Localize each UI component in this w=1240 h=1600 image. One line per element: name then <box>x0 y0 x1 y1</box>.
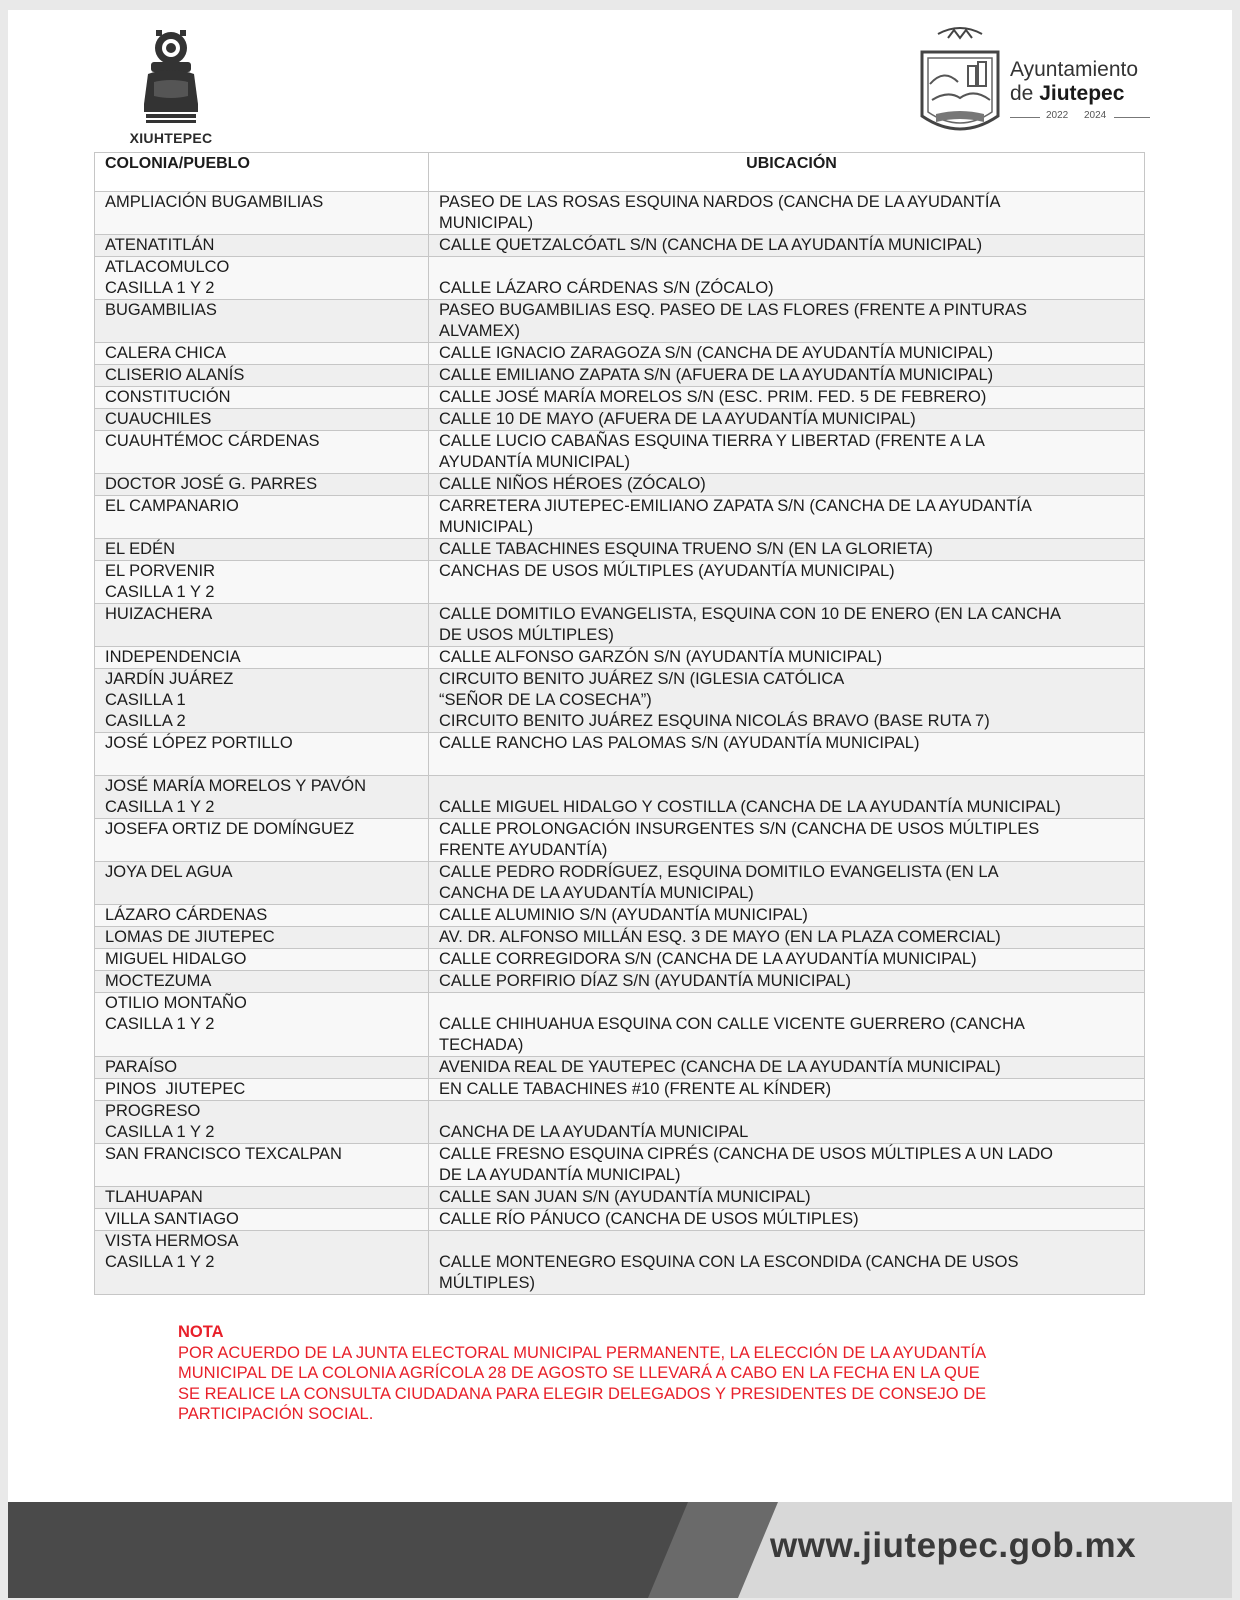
colonia-line <box>105 754 428 775</box>
colonia-line <box>105 1273 428 1294</box>
ubicacion-line: CALLE SAN JUAN S/N (AYUDANTÍA MUNICIPAL) <box>439 1188 811 1206</box>
ubicacion-cell <box>429 1079 1145 1101</box>
xiuhtepec-figure-icon <box>116 26 226 130</box>
table-row <box>95 192 1145 235</box>
ubicacion-cell <box>429 257 1145 300</box>
table-row <box>95 1187 1145 1209</box>
ubicacion-line: CALLE CORREGIDORA S/N (CANCHA DE LA AYUDANTÍA MUNICIPAL) <box>439 950 977 968</box>
colonia-cell <box>95 365 429 387</box>
ubicacion-cell <box>429 862 1145 905</box>
ubicacion-line: CIRCUITO BENITO JUÁREZ ESQUINA NICOLÁS BRAVO (BASE RUTA 7) <box>439 712 990 730</box>
ubicacion-line: CALLE MONTENEGRO ESQUINA CON LA ESCONDIDA (CANCHA DE USOS <box>439 1253 1019 1271</box>
table-row <box>95 1079 1145 1101</box>
ubicacion-line <box>439 1231 1144 1252</box>
ubicacion-cell <box>429 669 1145 733</box>
ubicacion-line: CALLE PEDRO RODRÍGUEZ, ESQUINA DOMITILO EVANGELISTA (EN LA <box>439 863 999 881</box>
ubicacion-line: MÚLTIPLES) <box>439 1274 535 1292</box>
ubicacion-cell <box>429 235 1145 257</box>
note-line: POR ACUERDO DE LA JUNTA ELECTORAL MUNICIPAL PERMANENTE, LA ELECCIÓN DE LA AYUDANTÍA <box>178 1343 987 1362</box>
year-end: 2024 <box>1084 110 1107 121</box>
table-row <box>95 905 1145 927</box>
table-row <box>95 235 1145 257</box>
table-row <box>95 1101 1145 1144</box>
years-rule-left <box>1010 117 1040 118</box>
table-row <box>95 993 1145 1057</box>
colonia-line: HUIZACHERA <box>105 605 213 623</box>
table-row <box>95 776 1145 819</box>
ubicacion-line <box>439 257 1144 278</box>
ubicacion-cell <box>429 1101 1145 1144</box>
ubicacion-cell <box>429 993 1145 1057</box>
table-row <box>95 257 1145 300</box>
colonia-line: CASILLA 1 Y 2 <box>105 583 215 601</box>
table-row <box>95 1144 1145 1187</box>
ubicacion-line <box>439 582 1144 603</box>
ubicacion-line: CALLE RÍO PÁNUCO (CANCHA DE USOS MÚLTIPLES) <box>439 1210 859 1228</box>
colonia-line: CUAUCHILES <box>105 410 212 428</box>
colonia-cell <box>95 387 429 409</box>
document-page <box>8 10 1232 1598</box>
ubicacion-line: EN CALLE TABACHINES #10 (FRENTE AL KÍNDER) <box>439 1080 832 1098</box>
table-row <box>95 862 1145 905</box>
table-row <box>95 561 1145 604</box>
ubicacion-line: AVENIDA REAL DE YAUTEPEC (CANCHA DE LA AYUDANTÍA MUNICIPAL) <box>439 1058 1001 1076</box>
colonia-cell <box>95 993 429 1057</box>
colonia-line: PARAÍSO <box>105 1058 178 1076</box>
colonia-line: CALERA CHICA <box>105 344 227 362</box>
ubicacion-line: CALLE PROLONGACIÓN INSURGENTES S/N (CANCHA DE USOS MÚLTIPLES <box>439 820 1040 838</box>
table-row <box>95 409 1145 431</box>
ubicacion-cell <box>429 409 1145 431</box>
colonia-line: EL CAMPANARIO <box>105 497 239 515</box>
colonia-cell <box>95 971 429 993</box>
colonia-cell <box>95 1187 429 1209</box>
ubicacion-line: AYUDANTÍA MUNICIPAL) <box>439 453 630 471</box>
ubicacion-cell <box>429 927 1145 949</box>
ubicacion-line: CALLE 10 DE MAYO (AFUERA DE LA AYUDANTÍA MUNICIPAL) <box>439 410 916 428</box>
ubicacion-line: CALLE LÁZARO CÁRDENAS S/N (ZÓCALO) <box>439 279 774 297</box>
ubicacion-cell <box>429 949 1145 971</box>
ubicacion-line: AV. DR. ALFONSO MILLÁN ESQ. 3 DE MAYO (EN LA PLAZA COMERCIAL) <box>439 928 1001 946</box>
colonia-line: EL PORVENIR <box>105 562 216 580</box>
ubicacion-line: TECHADA) <box>439 1036 524 1054</box>
ubicacion-line: CALLE IGNACIO ZARAGOZA S/N (CANCHA DE AYUDANTÍA MUNICIPAL) <box>439 344 994 362</box>
table-row <box>95 669 1145 733</box>
colonia-cell <box>95 235 429 257</box>
ubicacion-cell <box>429 431 1145 474</box>
table-row <box>95 365 1145 387</box>
table-row <box>95 431 1145 474</box>
ubicacion-line: MUNICIPAL) <box>439 518 534 536</box>
colonia-line: MOCTEZUMA <box>105 972 212 990</box>
ubicacion-line <box>439 993 1144 1014</box>
colonia-line: CLISERIO ALANÍS <box>105 366 245 384</box>
years-rule-right <box>1114 117 1150 118</box>
colonia-cell <box>95 1079 429 1101</box>
colonia-cell <box>95 647 429 669</box>
table-body <box>95 192 1145 1295</box>
colonia-cell <box>95 1101 429 1144</box>
table-row <box>95 733 1145 776</box>
table-row <box>95 496 1145 539</box>
colonia-cell <box>95 539 429 561</box>
ubicacion-line: CALLE RANCHO LAS PALOMAS S/N (AYUDANTÍA MUNICIPAL) <box>439 734 920 752</box>
ubicacion-cell <box>429 819 1145 862</box>
jiutepec-label <box>1010 82 1124 106</box>
ubicacion-line: PASEO DE LAS ROSAS ESQUINA NARDOS (CANCHA DE LA AYUDANTÍA <box>439 193 1001 211</box>
locations-table <box>94 152 1145 1295</box>
footer-band <box>8 1502 1232 1598</box>
header-ubicacion: UBICACIÓN <box>429 153 1145 192</box>
ubicacion-cell <box>429 1187 1145 1209</box>
colonia-line: CASILLA 1 Y 2 <box>105 279 215 297</box>
colonia-line: LOMAS DE JIUTEPEC <box>105 928 275 946</box>
table-row <box>95 647 1145 669</box>
colonia-line: VILLA SANTIAGO <box>105 1210 239 1228</box>
table-row <box>95 387 1145 409</box>
colonia-cell <box>95 431 429 474</box>
ubicacion-cell <box>429 776 1145 819</box>
ayuntamiento-logo <box>918 24 1168 154</box>
ubicacion-cell <box>429 1057 1145 1079</box>
colonia-line: CASILLA 1 Y 2 <box>105 1253 215 1271</box>
colonia-line: JARDÍN JUÁREZ <box>105 670 234 688</box>
colonia-line <box>105 321 428 342</box>
ubicacion-cell <box>429 496 1145 539</box>
colonia-line: LÁZARO CÁRDENAS <box>105 906 268 924</box>
ubicacion-line: CIRCUITO BENITO JUÁREZ S/N (IGLESIA CATÓLICA <box>439 670 845 688</box>
ubicacion-line: CALLE PORFIRIO DÍAZ S/N (AYUDANTÍA MUNICIPAL) <box>439 972 851 990</box>
ubicacion-line: CALLE QUETZALCÓATL S/N (CANCHA DE LA AYUDANTÍA MUNICIPAL) <box>439 236 983 254</box>
ubicacion-line: CALLE NIÑOS HÉROES (ZÓCALO) <box>439 475 706 493</box>
table-row <box>95 474 1145 496</box>
xiuhtepec-logo <box>116 26 226 148</box>
colonia-cell <box>95 257 429 300</box>
jiutepec-label-bold: Jiutepec <box>1039 82 1125 105</box>
table-row <box>95 1231 1145 1295</box>
colonia-line: JOYA DEL AGUA <box>105 863 233 881</box>
colonia-line <box>105 517 428 538</box>
ubicacion-line <box>439 776 1144 797</box>
note-line: PARTICIPACIÓN SOCIAL. <box>178 1405 374 1423</box>
colonia-line: DOCTOR JOSÉ G. PARRES <box>105 475 318 493</box>
ubicacion-cell <box>429 1144 1145 1187</box>
ubicacion-line: MUNICIPAL) <box>439 214 534 232</box>
ubicacion-cell <box>429 971 1145 993</box>
colonia-line: ATENATITLÁN <box>105 236 215 254</box>
ubicacion-line: CALLE TABACHINES ESQUINA TRUENO S/N (EN LA GLORIETA) <box>439 540 933 558</box>
ubicacion-line: CALLE ALUMINIO S/N (AYUDANTÍA MUNICIPAL) <box>439 906 808 924</box>
xiuhtepec-logo-text: XIUHTEPEC <box>129 130 213 146</box>
colonia-line: CUAUHTÉMOC CÁRDENAS <box>105 432 320 450</box>
ubicacion-cell <box>429 192 1145 235</box>
ubicacion-line: CALLE MIGUEL HIDALGO Y COSTILLA (CANCHA DE LA AYUDANTÍA MUNICIPAL) <box>439 798 1061 816</box>
ubicacion-line: CARRETERA JIUTEPEC-EMILIANO ZAPATA S/N (CANCHA DE LA AYUDANTÍA <box>439 497 1032 515</box>
note-line: MUNICIPAL DE LA COLONIA AGRÍCOLA 28 DE AGOSTO SE LLEVARÁ A CABO EN LA FECHA EN LA QUE <box>178 1364 980 1382</box>
colonia-line: CASILLA 2 <box>105 712 186 730</box>
colonia-line: JOSEFA ORTIZ DE DOMÍNGUEZ <box>105 820 355 838</box>
ubicacion-line <box>439 1101 1144 1122</box>
ubicacion-line <box>439 754 1144 775</box>
colonia-cell <box>95 905 429 927</box>
note-title: NOTA <box>178 1323 224 1341</box>
colonia-cell <box>95 300 429 343</box>
ubicacion-cell <box>429 561 1145 604</box>
ubicacion-cell <box>429 539 1145 561</box>
colonia-line: MIGUEL HIDALGO <box>105 950 247 968</box>
colonia-cell <box>95 819 429 862</box>
table-row <box>95 927 1145 949</box>
colonia-line: TLAHUAPAN <box>105 1188 203 1206</box>
colonia-cell <box>95 192 429 235</box>
colonia-line: INDEPENDENCIA <box>105 648 241 666</box>
jiutepec-label-prefix: de <box>1010 82 1040 105</box>
colonia-line: JOSÉ LÓPEZ PORTILLO <box>105 734 293 752</box>
colonia-line <box>105 452 428 473</box>
table-row <box>95 300 1145 343</box>
colonia-cell <box>95 561 429 604</box>
ubicacion-line: DE LA AYUDANTÍA MUNICIPAL) <box>439 1166 681 1184</box>
ubicacion-line: CALLE ALFONSO GARZÓN S/N (AYUDANTÍA MUNICIPAL) <box>439 648 883 666</box>
colonia-cell <box>95 733 429 776</box>
ubicacion-line: DE USOS MÚLTIPLES) <box>439 626 614 644</box>
note-block <box>178 1322 1098 1425</box>
colonia-cell <box>95 1144 429 1187</box>
note-line: SE REALICE LA CONSULTA CIUDADANA PARA ELEGIR DELEGADOS Y PRESIDENTES DE CONSEJO DE <box>178 1384 987 1403</box>
ubicacion-cell <box>429 387 1145 409</box>
ubicacion-cell <box>429 647 1145 669</box>
ubicacion-cell <box>429 604 1145 647</box>
colonia-line: AMPLIACIÓN BUGAMBILIAS <box>105 193 324 211</box>
header-colonia: COLONIA/PUEBLO <box>95 153 429 192</box>
ubicacion-line: CALLE CHIHUAHUA ESQUINA CON CALLE VICENTE GUERRERO (CANCHA <box>439 1015 1025 1033</box>
table-row <box>95 539 1145 561</box>
ubicacion-cell <box>429 474 1145 496</box>
colonia-line: CASILLA 1 Y 2 <box>105 1123 215 1141</box>
year-start: 2022 <box>1046 110 1069 121</box>
ubicacion-cell <box>429 1209 1145 1231</box>
colonia-cell <box>95 862 429 905</box>
ubicacion-cell <box>429 343 1145 365</box>
ubicacion-line: CALLE LUCIO CABAÑAS ESQUINA TIERRA Y LIBERTAD (FRENTE A LA <box>439 432 985 450</box>
ayuntamiento-label: Ayuntamiento <box>1010 58 1139 81</box>
colonia-cell <box>95 949 429 971</box>
colonia-cell <box>95 409 429 431</box>
table-row <box>95 1057 1145 1079</box>
colonia-line <box>105 1035 428 1056</box>
ubicacion-cell <box>429 905 1145 927</box>
colonia-cell <box>95 496 429 539</box>
colonia-cell <box>95 1209 429 1231</box>
colonia-line <box>105 840 428 861</box>
colonia-line: EL EDÉN <box>105 540 175 558</box>
table-row <box>95 949 1145 971</box>
colonia-line: JOSÉ MARÍA MORELOS Y PAVÓN <box>105 777 367 795</box>
colonia-line <box>105 1165 428 1186</box>
ubicacion-cell <box>429 365 1145 387</box>
colonia-line: BUGAMBILIAS <box>105 301 217 319</box>
ubicacion-line: FRENTE AYUDANTÍA) <box>439 841 608 859</box>
colonia-line <box>105 883 428 904</box>
table-row <box>95 343 1145 365</box>
ubicacion-line: PASEO BUGAMBILIAS ESQ. PASEO DE LAS FLORES (FRENTE A PINTURAS <box>439 301 1028 319</box>
website-link[interactable]: www.jiutepec.gob.mx <box>770 1526 1137 1565</box>
colonia-cell <box>95 1231 429 1295</box>
ubicacion-cell <box>429 300 1145 343</box>
colonia-line: OTILIO MONTAÑO <box>105 994 247 1012</box>
ubicacion-line: “SEÑOR DE LA COSECHA”) <box>439 691 652 709</box>
jiutepec-emblem-icon <box>918 24 1002 144</box>
ubicacion-line: CALLE EMILIANO ZAPATA S/N (AFUERA DE LA AYUDANTÍA MUNICIPAL) <box>439 366 994 384</box>
ubicacion-line: CALLE JOSÉ MARÍA MORELOS S/N (ESC. PRIM. FED. 5 DE FEBRERO) <box>439 388 987 406</box>
colonia-line: CONSTITUCIÓN <box>105 388 231 406</box>
colonia-line: VISTA HERMOSA <box>105 1232 239 1250</box>
colonia-cell <box>95 927 429 949</box>
ubicacion-cell <box>429 1231 1145 1295</box>
ubicacion-line: ALVAMEX) <box>439 322 520 340</box>
colonia-line: CASILLA 1 Y 2 <box>105 1015 215 1033</box>
colonia-line: CASILLA 1 Y 2 <box>105 798 215 816</box>
ubicacion-line: CALLE FRESNO ESQUINA CIPRÉS (CANCHA DE USOS MÚLTIPLES A UN LADO <box>439 1145 1054 1163</box>
colonia-cell <box>95 343 429 365</box>
ubicacion-line: CANCHAS DE USOS MÚLTIPLES (AYUDANTÍA MUNICIPAL) <box>439 562 895 580</box>
ubicacion-line: CALLE DOMITILO EVANGELISTA, ESQUINA CON 10 DE ENERO (EN LA CANCHA <box>439 605 1061 623</box>
colonia-cell <box>95 669 429 733</box>
ubicacion-line: CANCHA DE LA AYUDANTÍA MUNICIPAL <box>439 1123 749 1141</box>
ubicacion-cell <box>429 733 1145 776</box>
colonia-cell <box>95 474 429 496</box>
colonia-line: ATLACOMULCO <box>105 258 230 276</box>
colonia-line: CASILLA 1 <box>105 691 186 709</box>
colonia-cell <box>95 604 429 647</box>
table-row <box>95 819 1145 862</box>
colonia-line <box>105 213 428 234</box>
colonia-cell <box>95 1057 429 1079</box>
table-row <box>95 971 1145 993</box>
table-row <box>95 604 1145 647</box>
table-header-row <box>95 153 1145 192</box>
colonia-line: PROGRESO <box>105 1102 201 1120</box>
colonia-cell <box>95 776 429 819</box>
ubicacion-line: CANCHA DE LA AYUDANTÍA MUNICIPAL) <box>439 884 754 902</box>
colonia-line <box>105 625 428 646</box>
colonia-line: SAN FRANCISCO TEXCALPAN <box>105 1145 342 1163</box>
colonia-line: PINOS JIUTEPEC <box>105 1080 246 1098</box>
term-years <box>1010 110 1152 124</box>
table-row <box>95 1209 1145 1231</box>
